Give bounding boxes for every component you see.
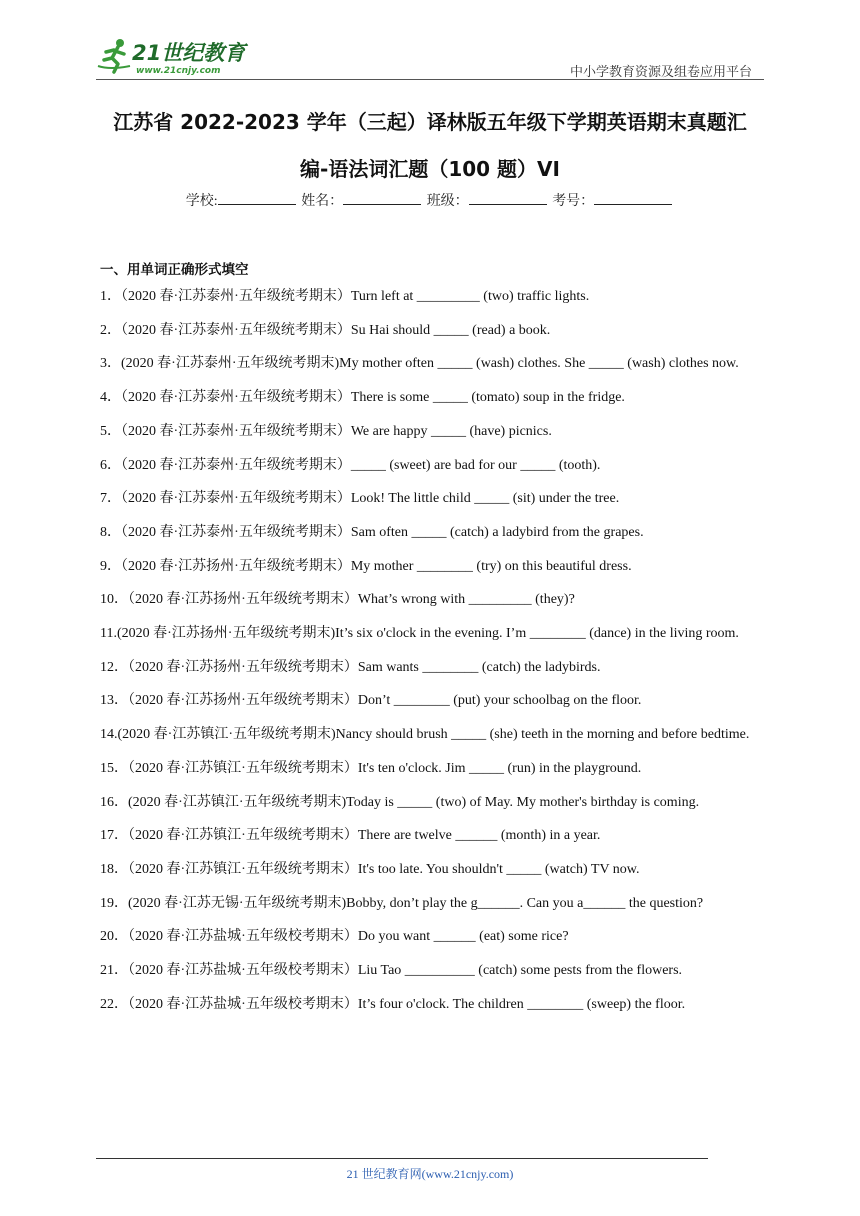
question-text: Sam often _____ (catch) a ladybird from the grapes. — [350, 524, 644, 540]
question-text: Sam wants ________ (catch) the ladybirds. — [357, 659, 601, 675]
question-item — [100, 347, 764, 381]
exam-number-label: 考号： — [552, 194, 595, 209]
header-divider — [96, 79, 764, 80]
question-number: 11. — [100, 626, 117, 642]
question-source: （2020 春·江苏泰州·五年级统考期末） — [121, 390, 351, 406]
site-logo[interactable] — [96, 36, 266, 76]
question-text: It's too late. You shouldn't _____ (watch) TV now. — [357, 861, 640, 877]
question-item — [100, 920, 764, 954]
question-text: Su Hai should _____ (read) a book. — [350, 322, 551, 338]
logo-text: 21世纪教育 — [132, 41, 246, 65]
question-number: 7． — [100, 491, 121, 507]
question-source: （2020 春·江苏盐城·五年级校考期末） — [128, 996, 358, 1012]
question-item — [100, 954, 764, 988]
question-source: （2020 春·江苏扬州·五年级统考期末） — [121, 558, 351, 574]
platform-name: 中小学教育资源及组卷应用平台 — [569, 65, 752, 80]
question-item — [100, 381, 764, 415]
question-item — [100, 482, 764, 516]
section-title: 一、用单词正确形式填空 — [100, 262, 249, 278]
question-source: （2020 春·江苏扬州·五年级统考期末） — [128, 659, 358, 675]
question-text: Bobby, don’t play the g______. Can you a______ the question? — [346, 895, 704, 911]
question-source: (2020 春·江苏镇江·五年级统考期末) — [128, 794, 347, 810]
question-source: （2020 春·江苏扬州·五年级统考期末） — [128, 592, 358, 608]
question-text: Do you want ______ (eat) some rice? — [357, 929, 569, 945]
footer-divider — [96, 1158, 708, 1159]
name-blank[interactable] — [343, 192, 421, 205]
question-source: (2020 春·江苏扬州·五年级统考期末) — [116, 626, 336, 642]
question-text: There is some _____ (tomato) soup in the fridge. — [350, 390, 625, 406]
question-number: 19． — [100, 895, 128, 911]
question-source: （2020 春·江苏泰州·五年级统考期末） — [121, 423, 351, 439]
question-source: (2020 春·江苏无锡·五年级统考期末) — [128, 895, 347, 911]
question-source: (2020 春·江苏镇江·五年级统考期末) — [117, 727, 336, 743]
question-number: 4． — [100, 390, 121, 406]
question-number: 6． — [100, 457, 121, 473]
question-text: Today is _____ (two) of May. My mother's birthday is coming. — [346, 794, 700, 810]
question-text: Nancy should brush _____ (she) teeth in the morning and before bedtime. — [335, 727, 750, 743]
question-source: （2020 春·江苏泰州·五年级统考期末） — [121, 491, 351, 507]
question-number: 15． — [100, 760, 128, 776]
question-text: My mother ________ (try) on this beautiful dress. — [350, 558, 632, 574]
student-info-row — [0, 190, 860, 210]
question-number: 16． — [100, 794, 128, 810]
question-text: _____ (sweet) are bad for our _____ (tooth). — [350, 457, 601, 473]
exam-number-blank[interactable] — [594, 192, 672, 205]
question-number: 22． — [100, 996, 128, 1012]
question-number: 14. — [100, 727, 118, 743]
question-number: 5． — [100, 423, 121, 439]
footer-link[interactable]: 21 世纪教育网(www.21cnjy.com) — [346, 1167, 514, 1181]
question-number: 3． — [100, 356, 121, 372]
school-blank[interactable] — [218, 192, 296, 205]
page-title-line-2: 编-语法词汇题（100 题）VI — [300, 157, 560, 181]
question-item — [100, 651, 764, 685]
question-text: Look! The little child _____ (sit) under the tree. — [350, 491, 620, 507]
question-text: My mother often _____ (wash) clothes. She _____ (wash) clothes now. — [339, 356, 739, 372]
question-text: It’s four o'clock. The children ________ (sweep) the floor. — [357, 996, 686, 1012]
question-number: 8． — [100, 524, 121, 540]
question-source: （2020 春·江苏泰州·五年级统考期末） — [121, 322, 351, 338]
question-number: 13． — [100, 693, 128, 709]
question-source: （2020 春·江苏泰州·五年级统考期末） — [121, 289, 351, 304]
class-label: 班级： — [426, 194, 469, 209]
question-source: (2020 春·江苏泰州·五年级统考期末) — [121, 356, 340, 372]
runner-logo-icon — [96, 36, 266, 76]
class-blank[interactable] — [469, 192, 547, 205]
question-item — [100, 280, 764, 314]
question-number: 1． — [100, 289, 121, 304]
question-item — [100, 314, 764, 348]
question-number: 18． — [100, 861, 128, 877]
question-number: 10． — [100, 592, 128, 608]
question-item — [100, 887, 764, 921]
question-item — [100, 617, 764, 651]
question-source: （2020 春·江苏镇江·五年级统考期末） — [128, 828, 358, 844]
question-item — [100, 853, 764, 887]
question-item — [100, 583, 764, 617]
question-text: There are twelve ______ (month) in a year. — [357, 828, 601, 844]
question-text: Turn left at _________ (two) traffic lights. — [350, 289, 590, 304]
question-item — [100, 516, 764, 550]
question-item — [100, 684, 764, 718]
question-number: 21． — [100, 963, 128, 979]
question-item — [100, 415, 764, 449]
question-item — [100, 786, 764, 820]
question-item — [100, 988, 764, 1022]
question-source: （2020 春·江苏盐城·五年级校考期末） — [128, 963, 358, 979]
logo-url: www.21cnjy.com — [136, 66, 221, 76]
question-item — [100, 550, 764, 584]
question-number: 9． — [100, 558, 121, 574]
question-source: （2020 春·江苏泰州·五年级统考期末） — [121, 457, 351, 473]
page-title-line-1: 江苏省 2022-2023 学年（三起）译林版五年级下学期英语期末真题汇 — [113, 110, 747, 134]
question-source: （2020 春·江苏镇江·五年级统考期末） — [128, 861, 358, 877]
question-text: What’s wrong with _________ (they)? — [357, 592, 575, 608]
school-label: 学校: — [185, 194, 218, 209]
question-number: 12． — [100, 659, 128, 675]
question-text: We are happy _____ (have) picnics. — [350, 423, 552, 439]
question-source: （2020 春·江苏镇江·五年级统考期末） — [128, 760, 358, 776]
question-text: It’s six o'clock in the evening. I’m ________ (dance) in the living room. — [335, 626, 739, 642]
question-text: It's ten o'clock. Jim _____ (run) in the playground. — [357, 760, 642, 776]
question-item — [100, 718, 764, 752]
question-text: Liu Tao __________ (catch) some pests from the flowers. — [357, 963, 683, 979]
question-number: 17． — [100, 828, 128, 844]
question-source: （2020 春·江苏盐城·五年级校考期末） — [128, 929, 358, 945]
question-item — [100, 752, 764, 786]
question-item — [100, 449, 764, 483]
question-list — [100, 280, 764, 1021]
page-header — [96, 30, 764, 80]
question-source: （2020 春·江苏扬州·五年级统考期末） — [128, 693, 358, 709]
question-source: （2020 春·江苏泰州·五年级统考期末） — [121, 524, 351, 540]
name-label: 姓名： — [301, 194, 344, 209]
question-text: Don’t ________ (put) your schoolbag on the floor. — [357, 693, 642, 709]
question-number: 20． — [100, 929, 128, 945]
question-item — [100, 819, 764, 853]
question-number: 2． — [100, 322, 121, 338]
